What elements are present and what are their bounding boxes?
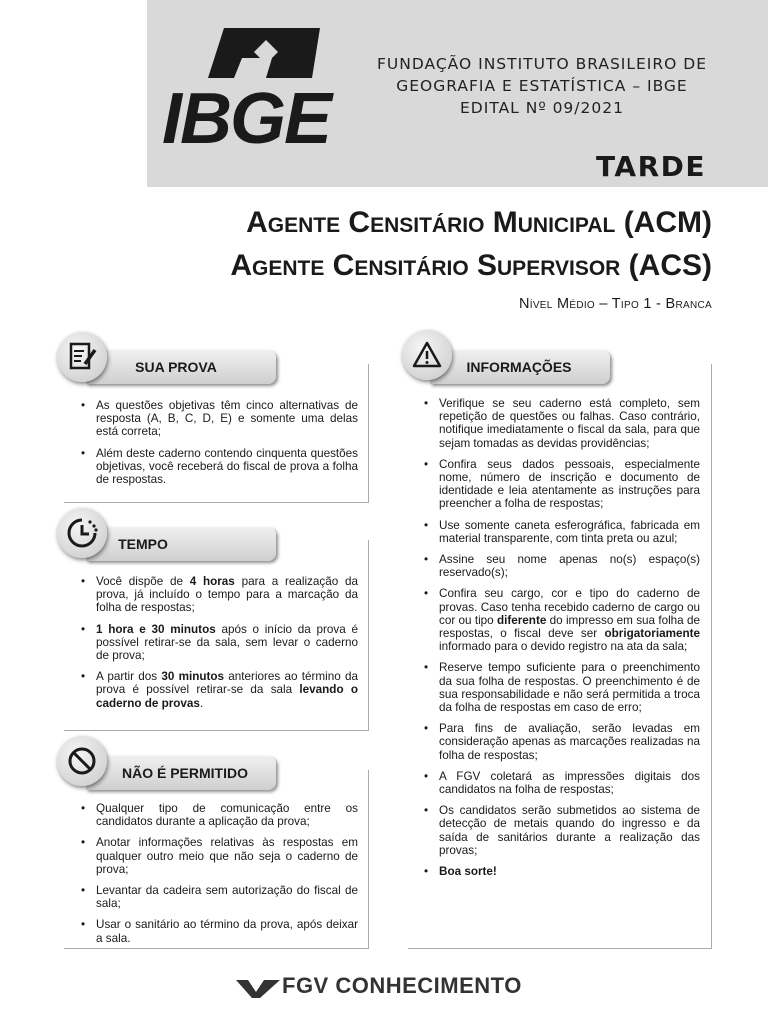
warning-icon	[402, 330, 452, 380]
edit-document-icon	[57, 332, 107, 382]
list-item: • Confira seu cargo, cor e tipo do caderno de provas. Caso tenha recebido caderno de cargo ou cor ou tipo diferente do impresso em sua folha de respostas, o fiscal deve ser obrigatoriamente informado para o devido registro na ata da sala;	[419, 587, 700, 653]
tempo-list	[76, 575, 358, 718]
fgv-logo-icon	[236, 976, 280, 1002]
list-item: • Assine seu nome apenas no(s) espaço(s) reservado(s);	[419, 553, 700, 579]
sua-prova-label: SUA PROVA	[135, 359, 217, 375]
informacoes-label: INFORMAÇÕES	[466, 359, 572, 375]
tempo-tab	[86, 527, 276, 561]
informacoes-list	[419, 397, 700, 886]
list-item: • Confira seus dados pessoais, especialmente nome, número de inscrição e documento de identidade e leia atentamente as instruções para preencher a folha de respostas;	[419, 458, 700, 511]
sua-prova-tab	[86, 350, 276, 384]
exam-shift: TARDE	[596, 150, 707, 183]
title-acs-text: Agente Censitário Supervisor (ACS)	[230, 249, 712, 282]
list-item: • A partir dos 30 minutos anteriores ao término da prova é possível retirar-se da sala levando o caderno de provas.	[76, 670, 358, 710]
clock-icon	[57, 508, 107, 558]
institution-block	[352, 53, 732, 119]
ibge-logo-text: IBGE	[162, 79, 331, 159]
list-item: • Além deste caderno contendo cinquenta questões objetivas, você receberá do fiscal de prova a folha de respostas.	[76, 447, 358, 487]
sua-prova-list	[76, 399, 358, 494]
list-item: • Você dispõe de 4 horas para a realização da prova, já incluído o tempo para a marcação da folha de respostas;	[76, 575, 358, 615]
list-item: • Usar o sanitário ao término da prova, após deixar a sala.	[76, 918, 358, 944]
title-acs	[230, 249, 712, 283]
list-item: • Verifique se seu caderno está completo, sem repetição de questões ou falhas. Caso contrário, notifique imediatamente o fiscal da sala, para que sejam tomadas as devidas providências;	[419, 397, 700, 450]
list-item: • Anotar informações relativas às respostas em qualquer outro meio que não seja o caderno de prova;	[76, 836, 358, 876]
list-item: • 1 hora e 30 minutos após o início da prova é possível retirar-se da sala, sem levar o caderno de prova;	[76, 623, 358, 663]
list-item: • Os candidatos serão submetidos ao sistema de detecção de metais quando do ingresso e da saída de sanitários durante a realização das provas;	[419, 804, 700, 857]
title-acm-text: Agente Censitário Municipal (ACM)	[246, 206, 712, 239]
list-item: • Levantar da cadeira sem autorização do fiscal de sala;	[76, 884, 358, 910]
nao-permitido-tab	[86, 756, 276, 790]
list-item: • Qualquer tipo de comunicação entre os candidatos durante a aplicação da prova;	[76, 802, 358, 828]
prohibited-icon	[57, 736, 107, 786]
list-item: • A FGV coletará as impressões digitais dos candidatos na folha de respostas;	[419, 770, 700, 796]
tempo-label: TEMPO	[118, 536, 168, 552]
edital-number: EDITAL Nº 09/2021	[460, 99, 624, 117]
nao-permitido-label: NÃO É PERMITIDO	[121, 765, 248, 781]
institution-line: FUNDAÇÃO INSTITUTO BRASILEIRO DE	[377, 55, 707, 73]
list-item: • Para fins de avaliação, serão levadas em consideração apenas as marcações realizadas na folha de respostas;	[419, 722, 700, 762]
list-item: • Use somente caneta esferográfica, fabricada em material transparente, com tinta preta ou azul;	[419, 519, 700, 545]
list-item: • Boa sorte!	[419, 865, 700, 878]
nao-permitido-list	[76, 802, 358, 953]
institution-line: GEOGRAFIA E ESTATÍSTICA – IBGE	[396, 77, 688, 95]
footer-brand: FGV CONHECIMENTO	[282, 973, 522, 998]
informacoes-tab	[430, 350, 610, 384]
level-type: Nível Médio – Tipo 1 - Branca	[518, 296, 712, 312]
list-item: • Reserve tempo suficiente para o preenchimento da sua folha de respostas. O preenchimento é de sua responsabilidade e não será permitida a troca da folha de respostas em caso de erro;	[419, 661, 700, 714]
list-item: • As questões objetivas têm cinco alternativas de resposta (A, B, C, D, E) e somente uma delas está correta;	[76, 399, 358, 439]
title-acm	[246, 206, 712, 240]
